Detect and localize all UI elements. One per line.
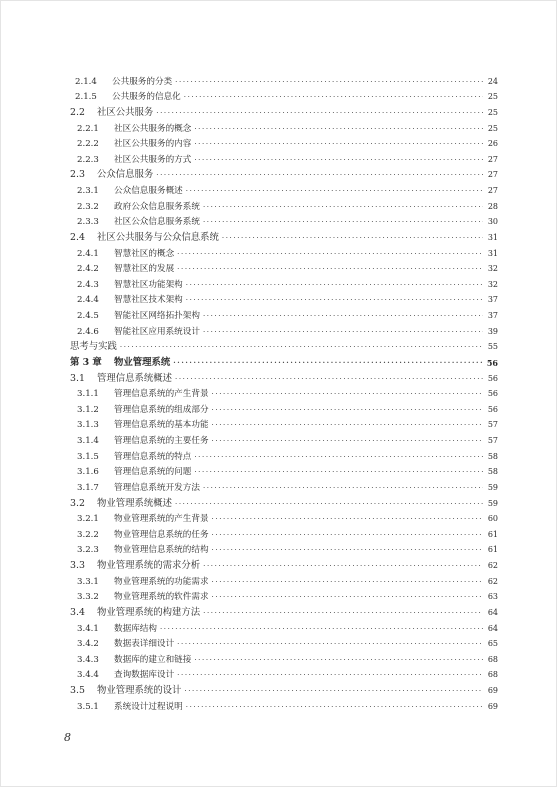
toc-entry-number: 2.2 — [70, 106, 85, 118]
toc-entry-page: 56 — [487, 404, 498, 414]
dot-leader — [212, 529, 483, 541]
toc-entry-page: 27 — [487, 186, 498, 195]
toc-entry-number: 3.3.1 — [77, 576, 99, 587]
toc-entry-number: 3.1.6 — [77, 467, 99, 478]
dot-leader — [186, 279, 483, 291]
toc-entry-page: 59 — [487, 498, 498, 508]
toc-entry-page: 68 — [487, 654, 498, 664]
toc-entry-title: 管理信息系统的基本功能 — [114, 420, 209, 431]
toc-entry-page: 65 — [487, 639, 498, 649]
toc-entry-title: 管理信息系统的特点 — [114, 451, 192, 462]
page-number: 8 — [64, 731, 71, 744]
toc-entry-page: 37 — [487, 295, 498, 305]
dot-leader — [212, 419, 483, 431]
toc-entry-number: 3.4.1 — [77, 623, 99, 634]
toc-entry-page: 25 — [487, 92, 498, 102]
dot-leader — [186, 294, 483, 306]
toc-entry-number: 3.2.1 — [77, 514, 99, 525]
toc-entry — [70, 400, 498, 416]
toc-entry-number: 2.2.3 — [77, 154, 99, 165]
toc-entry-number: 2.4.1 — [77, 248, 99, 259]
toc-entry — [70, 447, 498, 463]
toc-entry-title: 数据库的建立和链接 — [114, 654, 192, 665]
toc-entry-number: 2.4.2 — [77, 264, 99, 275]
toc-entry — [70, 291, 498, 307]
toc-entry-title: 公共服务的信息化 — [112, 92, 181, 103]
toc-entry-title: 社区公共服务与公众信息系统 — [97, 231, 219, 243]
toc-entry-number: 3.2.3 — [77, 545, 99, 556]
toc-entry — [70, 197, 498, 213]
dot-leader — [212, 435, 483, 447]
dot-leader — [194, 138, 483, 150]
toc-entry-title: 管理信息系统的产生背景 — [114, 389, 209, 400]
dot-leader — [186, 701, 483, 713]
toc-entry-title: 系统设计过程说明 — [114, 701, 183, 712]
dot-leader — [160, 623, 483, 635]
toc-entry-number: 3.1.4 — [77, 436, 99, 446]
dot-leader — [175, 498, 483, 510]
toc-entry-title: 数据表详细设计 — [114, 639, 175, 650]
toc-entry-title: 社区公共服务的概念 — [114, 123, 192, 134]
toc-entry-number: 第 3 章 — [70, 356, 102, 368]
toc-entry-page: 30 — [487, 217, 498, 227]
toc-entry — [70, 650, 498, 666]
toc-entry-page: 37 — [487, 311, 498, 320]
toc-entry — [70, 697, 498, 713]
toc-entry-title: 物业管理系统的设计 — [97, 685, 182, 696]
toc-entry — [70, 369, 498, 385]
toc-entry-page: 31 — [487, 248, 498, 258]
toc-entry-title: 物业管理信息系统的结构 — [114, 545, 209, 556]
toc-entry-number: 3.3.2 — [77, 592, 99, 603]
toc-entry — [70, 572, 498, 588]
dot-leader — [194, 123, 483, 135]
toc-entry-number: 3.5.1 — [77, 701, 99, 712]
toc-entry-page: 58 — [487, 451, 498, 461]
toc-entry — [70, 88, 498, 104]
toc-entry — [70, 541, 498, 557]
toc-entry — [70, 260, 498, 276]
toc-entry — [70, 431, 498, 447]
toc-entry-page: 24 — [487, 76, 498, 86]
toc-entry — [70, 416, 498, 432]
toc-entry-page: 25 — [487, 107, 498, 117]
toc-entry-title: 思考与实践 — [70, 341, 117, 353]
toc-entry — [70, 603, 498, 619]
toc-entry-title: 智慧社区功能架构 — [114, 279, 183, 290]
toc-entry-page: 63 — [487, 592, 498, 602]
toc-entry-page: 56 — [487, 389, 498, 399]
toc-entry-title: 公众信息服务概述 — [114, 186, 183, 196]
dot-leader — [120, 341, 483, 353]
toc-entry-number: 2.4.4 — [77, 295, 99, 306]
toc-entry-page: 60 — [487, 514, 498, 524]
toc-entry-title: 社区公众信息服务系统 — [114, 217, 200, 228]
toc-entry-number: 3.1.5 — [77, 451, 99, 462]
toc-entry-title: 物业管理信息系统的任务 — [114, 529, 209, 540]
dot-leader — [177, 263, 483, 275]
toc-entry-number: 2.4.6 — [77, 326, 99, 337]
dot-leader — [177, 248, 483, 260]
toc-entry-page: 69 — [487, 701, 498, 711]
toc-entry — [70, 463, 498, 479]
toc-entry — [70, 525, 498, 541]
toc-entry — [70, 181, 498, 197]
toc-entry — [70, 166, 498, 182]
toc-entry-page: 57 — [487, 420, 498, 430]
toc-entry — [70, 556, 498, 572]
toc-entry — [70, 478, 498, 494]
toc-entry-number: 2.4 — [70, 231, 85, 243]
toc-entry-page: 25 — [487, 123, 498, 133]
toc-entry-page: 64 — [487, 607, 498, 617]
toc-entry-page: 64 — [487, 623, 498, 633]
toc-entry-page: 56 — [486, 357, 498, 368]
toc-entry-number: 3.2.2 — [77, 529, 99, 540]
toc-entry-title: 管理信息系统的主要任务 — [114, 436, 209, 446]
toc-entry-number: 2.1.5 — [75, 92, 97, 103]
table-of-contents — [70, 72, 498, 713]
toc-entry-number: 3.3 — [70, 560, 85, 571]
toc-entry — [70, 588, 498, 604]
toc-entry — [70, 353, 498, 369]
toc-entry — [70, 244, 498, 260]
toc-entry-page: 26 — [487, 139, 498, 149]
toc-entry-number: 2.2.1 — [77, 123, 99, 134]
dot-leader — [212, 576, 483, 588]
dot-leader — [177, 669, 483, 681]
toc-entry — [70, 385, 498, 401]
toc-entry — [70, 494, 498, 510]
toc-entry — [70, 338, 498, 354]
dot-leader — [173, 357, 483, 369]
toc-entry-title: 社区公共服务 — [97, 106, 154, 118]
dot-leader — [156, 169, 483, 181]
toc-entry-title: 数据库结构 — [114, 623, 157, 634]
toc-entry-page: 62 — [487, 576, 498, 586]
toc-entry-page: 61 — [487, 545, 498, 555]
toc-entry — [70, 510, 498, 526]
dot-leader — [177, 638, 483, 650]
toc-entry-title: 智慧社区的发展 — [114, 264, 175, 275]
dot-leader — [212, 404, 483, 416]
toc-entry-title: 智能社区网络拓扑架构 — [114, 311, 200, 321]
dot-leader — [156, 107, 483, 119]
dot-leader — [203, 326, 483, 338]
toc-entry-number: 2.3.2 — [77, 201, 99, 212]
toc-entry-number: 2.1.4 — [75, 76, 97, 87]
toc-entry — [70, 275, 498, 291]
toc-entry-page: 27 — [487, 154, 498, 164]
toc-entry-number: 2.3.1 — [77, 186, 99, 196]
toc-entry-number: 3.1.7 — [77, 482, 99, 493]
dot-leader — [212, 591, 483, 603]
toc-entry — [70, 322, 498, 338]
toc-entry — [70, 213, 498, 229]
toc-entry-title: 物业管理系统概述 — [97, 497, 173, 509]
dot-leader — [212, 388, 483, 400]
dot-leader — [186, 185, 483, 197]
toc-entry-number: 3.5 — [70, 685, 85, 696]
dot-leader — [222, 232, 483, 244]
toc-entry-title: 公众信息服务 — [97, 169, 154, 181]
toc-entry-title: 管理信息系统开发方法 — [114, 482, 200, 493]
toc-entry-number: 3.4 — [70, 606, 85, 618]
toc-entry-number: 3.1.3 — [77, 420, 99, 431]
toc-entry — [70, 635, 498, 651]
toc-entry-page: 31 — [487, 232, 498, 242]
toc-entry-title: 物业管理系统的软件需求 — [114, 592, 209, 603]
toc-entry-page: 28 — [487, 201, 498, 211]
dot-leader — [203, 201, 483, 213]
toc-entry — [70, 103, 498, 119]
toc-entry-title: 管理信息系统的问题 — [114, 467, 192, 478]
toc-entry-title: 物业管理系统 — [114, 356, 171, 368]
toc-entry-page: 57 — [487, 436, 498, 445]
dot-leader — [203, 482, 483, 494]
dot-leader — [203, 607, 483, 619]
toc-entry-page: 58 — [487, 467, 498, 477]
dot-leader — [203, 216, 483, 228]
toc-entry-number: 2.2.2 — [77, 139, 99, 150]
toc-entry-title: 政府公众信息服务系统 — [114, 201, 200, 212]
toc-entry — [70, 72, 498, 88]
toc-entry-number: 3.4.3 — [77, 654, 99, 665]
toc-entry — [70, 681, 498, 697]
dot-leader — [203, 560, 483, 572]
toc-entry-page: 32 — [487, 264, 498, 274]
toc-entry-number: 3.1.2 — [77, 404, 99, 415]
toc-entry-title: 查询数据库设计 — [114, 670, 175, 681]
toc-entry-page: 39 — [487, 326, 498, 336]
dot-leader — [194, 451, 483, 463]
toc-entry-title: 智慧社区技术架构 — [114, 295, 183, 306]
dot-leader — [175, 373, 483, 385]
toc-entry-number: 2.3.3 — [77, 217, 99, 228]
toc-entry-number: 2.3 — [70, 169, 85, 181]
dot-leader — [212, 544, 483, 556]
toc-entry-title: 智慧社区的概念 — [114, 248, 175, 259]
toc-entry — [70, 119, 498, 135]
toc-entry — [70, 666, 498, 682]
toc-entry-page: 68 — [487, 670, 498, 680]
toc-entry-page: 27 — [487, 170, 498, 180]
toc-entry-page: 69 — [487, 686, 498, 695]
toc-entry — [70, 135, 498, 151]
toc-entry-title: 管理信息系统的组成部分 — [114, 404, 209, 415]
toc-entry-title: 物业管理系统的需求分析 — [97, 560, 201, 571]
toc-entry — [70, 306, 498, 322]
toc-entry-number: 3.2 — [70, 497, 85, 509]
toc-entry-page: 56 — [487, 373, 498, 383]
toc-entry-title: 社区公共服务的内容 — [114, 139, 192, 150]
toc-entry-title: 物业管理系统的产生背景 — [114, 514, 209, 525]
dot-leader — [175, 76, 483, 88]
toc-entry-page: 61 — [487, 529, 498, 539]
toc-entry — [70, 619, 498, 635]
toc-entry-title: 物业管理系统的功能需求 — [114, 576, 209, 587]
dot-leader — [184, 91, 483, 103]
toc-entry-title: 智能社区应用系统设计 — [114, 326, 200, 337]
toc-entry-number: 3.1 — [70, 372, 85, 384]
dot-leader — [194, 654, 483, 666]
toc-entry-page: 32 — [487, 279, 498, 289]
dot-leader — [184, 685, 483, 697]
toc-entry-title: 物业管理系统的构建方法 — [97, 606, 201, 618]
toc-entry — [70, 228, 498, 244]
toc-entry-page: 62 — [487, 561, 498, 570]
toc-entry-number: 2.4.3 — [77, 279, 99, 290]
dot-leader — [203, 310, 483, 322]
dot-leader — [194, 466, 483, 478]
toc-entry-title: 管理信息系统概述 — [97, 372, 173, 384]
toc-entry-page: 59 — [487, 482, 498, 492]
toc-entry — [70, 150, 498, 166]
toc-entry-number: 3.4.2 — [77, 639, 99, 650]
toc-entry-title: 公共服务的分类 — [112, 76, 173, 87]
toc-entry-number: 3.1.1 — [77, 389, 99, 400]
toc-entry-page: 55 — [487, 342, 498, 352]
toc-entry-number: 2.4.5 — [77, 311, 99, 321]
dot-leader — [212, 513, 483, 525]
toc-entry-title: 社区公共服务的方式 — [114, 154, 192, 165]
toc-entry-number: 3.4.4 — [77, 670, 99, 681]
dot-leader — [194, 154, 483, 166]
